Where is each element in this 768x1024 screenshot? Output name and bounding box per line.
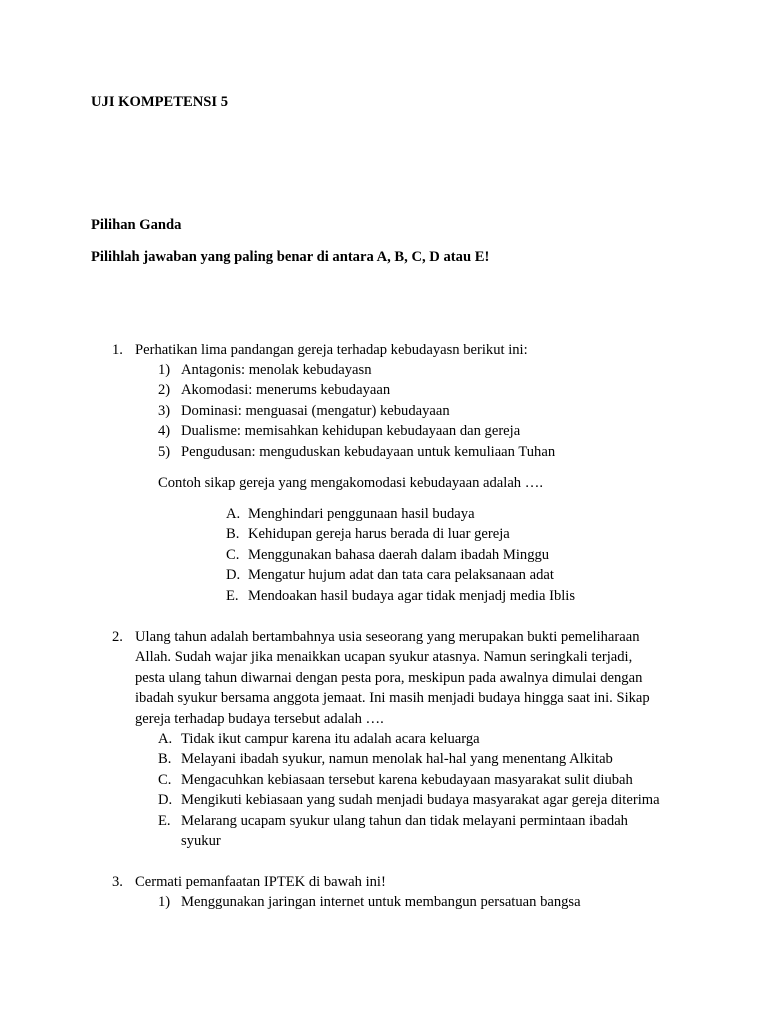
option-marker: B.: [158, 751, 172, 768]
item-text: Dualisme: memisahkan kehidupan kebudayaan dan gereja: [181, 423, 521, 440]
option-marker: A.: [158, 731, 173, 747]
option-text: Tidak ikut campur karena itu adalah acara keluarga: [181, 731, 480, 747]
option-text: Mengatur hujum adat dan tata cara pelaksanaan adat: [248, 567, 554, 584]
option-marker: E.: [226, 587, 239, 604]
option-marker: D.: [226, 567, 241, 584]
option-text: Mengacuhkan kebiasaan tersebut karena kebudayaan masyarakat sulit diubah: [181, 771, 633, 788]
option-text: Mengikuti kebiasaan yang sudah menjadi budaya masyarakat agar gereja diterima: [181, 792, 660, 809]
option-marker: B.: [226, 526, 240, 543]
option-text: Menggunakan bahasa daerah dalam ibadah Minggu: [248, 546, 550, 563]
question-text-line: pesta ulang tahun diwarnai dengan pesta pora, meskipun pada awalnya dimulai dengan: [135, 669, 643, 686]
question-text-line: Allah. Sudah wajar jika menaikkan ucapan syukur atasnya. Namun seringkali terjadi,: [135, 649, 633, 666]
question-text: Perhatikan lima pandangan gereja terhadap kebudayasn berikut ini:: [135, 342, 528, 358]
item-text: Antagonis: menolak kebudayasn: [181, 362, 372, 378]
question-number: 3.: [112, 874, 123, 890]
option-text: Melarang ucapam syukur ulang tahun dan tidak melayani permintaan ibadah: [181, 812, 628, 829]
question-text: [135, 627, 683, 729]
page-title: UJI KOMPETENSI 5: [91, 94, 229, 110]
item-text: Menggunakan jaringan internet untuk membangun persatuan bangsa: [181, 894, 581, 910]
option-text: Mendoakan hasil budaya agar tidak menjadj media Iblis: [248, 587, 576, 604]
option-marker: A.: [226, 506, 241, 522]
option-text: Menghindari penggunaan hasil budaya: [248, 506, 475, 522]
item-text: Dominasi: menguasai (mengatur) kebudayaan: [181, 402, 450, 419]
question-number: 1.: [112, 342, 123, 358]
item-marker: 3): [158, 402, 171, 419]
option-text: Melayani ibadah syukur, namun menolak hal-hal yang menentang Alkitab: [181, 751, 613, 768]
item-marker: 1): [158, 894, 171, 910]
item-text: Akomodasi: menerums kebudayaan: [181, 382, 391, 399]
question-prompt: Contoh sikap gereja yang mengakomodasi kebudayaan adalah ….: [158, 475, 543, 491]
item-marker: 5): [158, 443, 171, 460]
instruction-text: Pilihlah jawaban yang paling benar di antara A, B, C, D atau E!: [91, 249, 490, 265]
option-text: Kehidupan gereja harus berada di luar gereja: [248, 526, 510, 543]
question-number: 2.: [112, 629, 123, 645]
section-heading: Pilihan Ganda: [91, 217, 182, 233]
item-marker: 2): [158, 382, 171, 399]
option-marker: C.: [158, 771, 172, 788]
question-text-line: Ulang tahun adalah bertambahnya usia seseorang yang merupakan bukti pemeliharaan: [135, 629, 640, 645]
item-text: Pengudusan: menguduskan kebudayaan untuk kemuliaan Tuhan: [181, 443, 556, 460]
option-marker: C.: [226, 546, 240, 563]
item-marker: 4): [158, 423, 171, 440]
question-text: Cermati pemanfaatan IPTEK di bawah ini!: [135, 874, 386, 890]
question-text-line: gereja terhadap budaya tersebut adalah ….: [135, 710, 384, 727]
option-text-continued: syukur: [181, 832, 221, 849]
option-marker: E.: [158, 812, 171, 829]
item-marker: 1): [158, 362, 171, 378]
option-marker: D.: [158, 792, 173, 809]
question-text-line: ibadah syukur bersama anggota jemaat. Ini masih menjadi budaya hingga saat ini. Sikap: [135, 690, 650, 707]
